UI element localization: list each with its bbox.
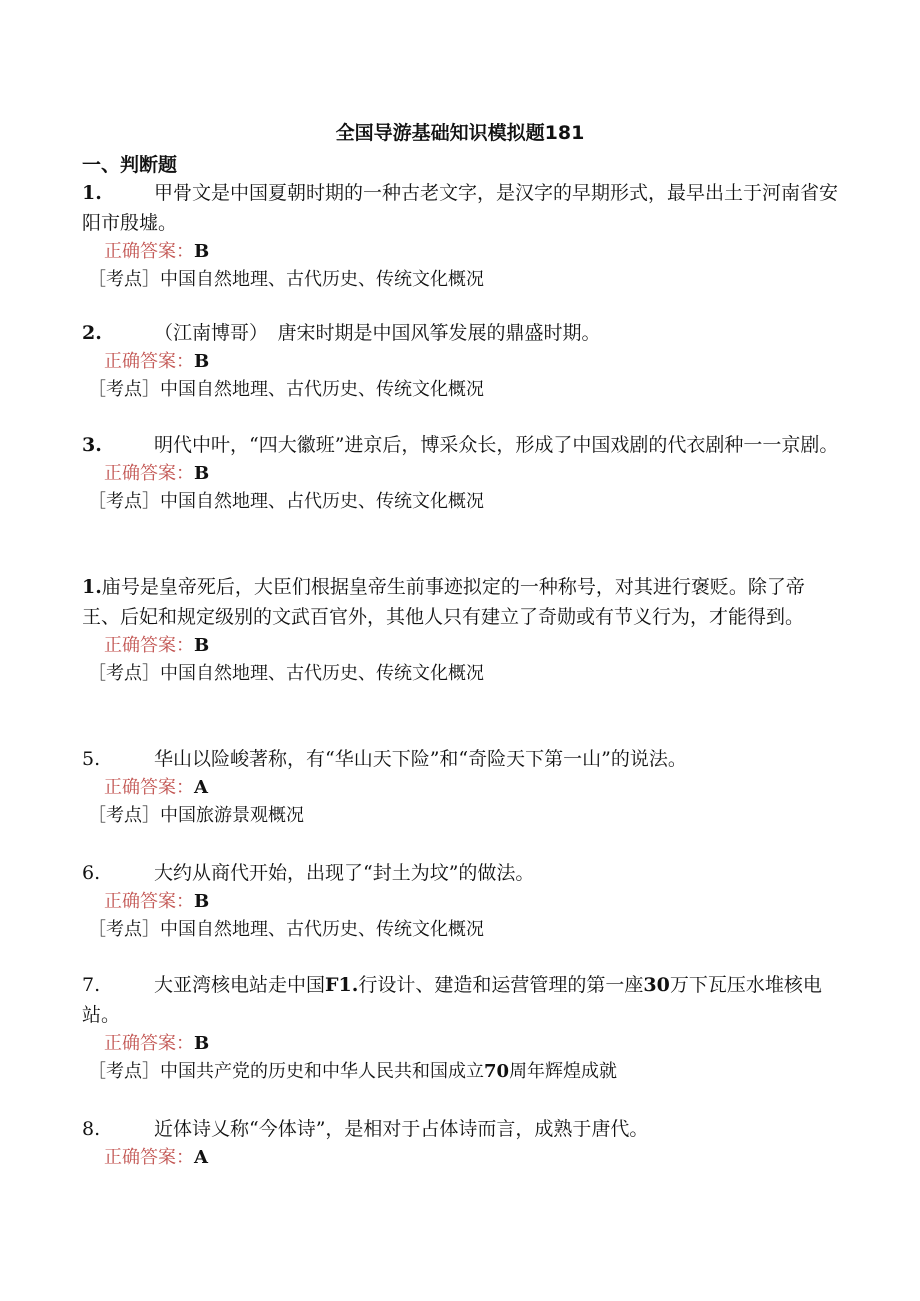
point-label: ［考点］ xyxy=(88,805,160,826)
question-number: 6. xyxy=(82,862,101,884)
point-label: ［考点］ xyxy=(88,919,160,940)
answer-value: B xyxy=(194,241,210,262)
answer-label: 正确答案： xyxy=(104,463,194,484)
point-line xyxy=(88,488,842,516)
answer-line xyxy=(104,774,842,802)
question-item xyxy=(82,970,842,1086)
question-number: 1. xyxy=(82,182,102,204)
point-label: ［考点］ xyxy=(88,491,160,512)
answer-value: B xyxy=(194,1033,210,1054)
answer-label: 正确答案： xyxy=(104,1033,194,1054)
answer-value: B xyxy=(194,891,210,912)
point-text: 中国自然地理、古代历史、传统文化概况 xyxy=(160,919,484,940)
answer-line xyxy=(104,238,842,266)
point-line xyxy=(88,802,842,830)
point-text: 周年辉煌成就 xyxy=(509,1061,618,1082)
point-label: ［考点］ xyxy=(88,1061,160,1082)
section-heading: 一、判断题 xyxy=(82,154,178,176)
point-text: 中国旅游景观概况 xyxy=(160,805,304,826)
question-body: 华山以险峻著称，有“华山天下险”和“奇险天下第一山”的说法。 xyxy=(154,748,687,770)
point-text: 中国自然地理、古代历史、传统文化概况 xyxy=(160,663,484,684)
point-line xyxy=(88,376,842,404)
question-body: 大约从商代开始，出现了“封土为坟”的做法。 xyxy=(154,862,535,884)
point-line xyxy=(88,1058,842,1086)
question-body: 大亚湾核电站走中国 xyxy=(154,974,326,996)
question-item xyxy=(82,858,842,944)
question-body: 明代中叶，“四大徽班”进京后，博采众长，形成了中国戏剧的代衣剧种一一京剧。 xyxy=(154,434,839,456)
question-body: 甲骨文是中国夏朝时期的一种古老文字，是汉字的早期形式，最早出土于河南省安阳市殷墟。 xyxy=(82,182,839,234)
answer-value: B xyxy=(194,635,210,656)
point-text: 中国自然地理、古代历史、传统文化概况 xyxy=(160,269,484,290)
question-text xyxy=(82,970,842,1030)
answer-label: 正确答案： xyxy=(104,777,194,798)
question-body: （江南博哥） 唐宋时期是中国风筝发展的鼎盛时期。 xyxy=(154,322,601,344)
question-body: 万下瓦压水堆核电站。 xyxy=(82,974,822,1026)
question-number: 7. xyxy=(82,974,101,996)
question-item xyxy=(82,178,842,294)
answer-label: 正确答案： xyxy=(104,1147,194,1168)
question-number: 2. xyxy=(82,322,102,344)
question-number: 5. xyxy=(82,748,101,770)
answer-label: 正确答案： xyxy=(104,635,194,656)
question-number: 3. xyxy=(82,434,102,456)
point-text-bold: 70 xyxy=(484,1061,510,1082)
answer-line xyxy=(104,1030,842,1058)
answer-value: A xyxy=(194,777,208,798)
point-line xyxy=(88,660,842,688)
answer-line xyxy=(104,460,842,488)
answer-label: 正确答案： xyxy=(104,891,194,912)
question-number: 8. xyxy=(82,1118,101,1140)
question-item xyxy=(82,430,842,516)
question-text xyxy=(82,318,842,348)
point-text: 中国共产党的历史和中华人民共和国成立 xyxy=(160,1061,484,1082)
point-label: ［考点］ xyxy=(88,379,160,400)
answer-value: B xyxy=(194,351,210,372)
answer-label: 正确答案： xyxy=(104,241,194,262)
point-text: 中国自然地理、古代历史、传统文化概况 xyxy=(160,379,484,400)
question-body: 庙号是皇帝死后，大臣们根据皇帝生前事迹拟定的一种称号，对其进行褒贬。除了帝王、后妃和规定级别的文武百官外，其他人只有建立了奇勋或有节义行为，才能得到。 xyxy=(82,576,805,628)
answer-line xyxy=(104,348,842,376)
question-item xyxy=(82,1114,842,1172)
answer-line xyxy=(104,632,842,660)
question-text xyxy=(82,744,842,774)
point-label: ［考点］ xyxy=(88,663,160,684)
question-item xyxy=(82,744,842,830)
question-body-bold: F1. xyxy=(325,974,359,996)
answer-label: 正确答案： xyxy=(104,351,194,372)
question-body: 近体诗乂称“今体诗”，是相对于占体诗而言，成熟于唐代。 xyxy=(154,1118,649,1140)
question-text xyxy=(82,572,842,632)
point-line xyxy=(88,916,842,944)
answer-value: B xyxy=(194,463,210,484)
question-text xyxy=(82,178,842,238)
question-item xyxy=(82,572,842,688)
answer-line xyxy=(104,1144,842,1172)
question-number: 1. xyxy=(82,576,102,598)
answer-line xyxy=(104,888,842,916)
document-title: 全国导游基础知识模拟题181 xyxy=(335,122,585,144)
point-text: 中国自然地理、占代历史、传统文化概况 xyxy=(160,491,484,512)
point-line xyxy=(88,266,842,294)
question-text xyxy=(82,1114,842,1144)
point-label: ［考点］ xyxy=(88,269,160,290)
question-item xyxy=(82,318,842,404)
question-body-bold: 30 xyxy=(643,974,670,996)
question-body: 行设计、建造和运营管理的第一座 xyxy=(358,974,644,996)
question-text xyxy=(82,858,842,888)
question-text xyxy=(82,430,842,460)
answer-value: A xyxy=(194,1147,208,1168)
